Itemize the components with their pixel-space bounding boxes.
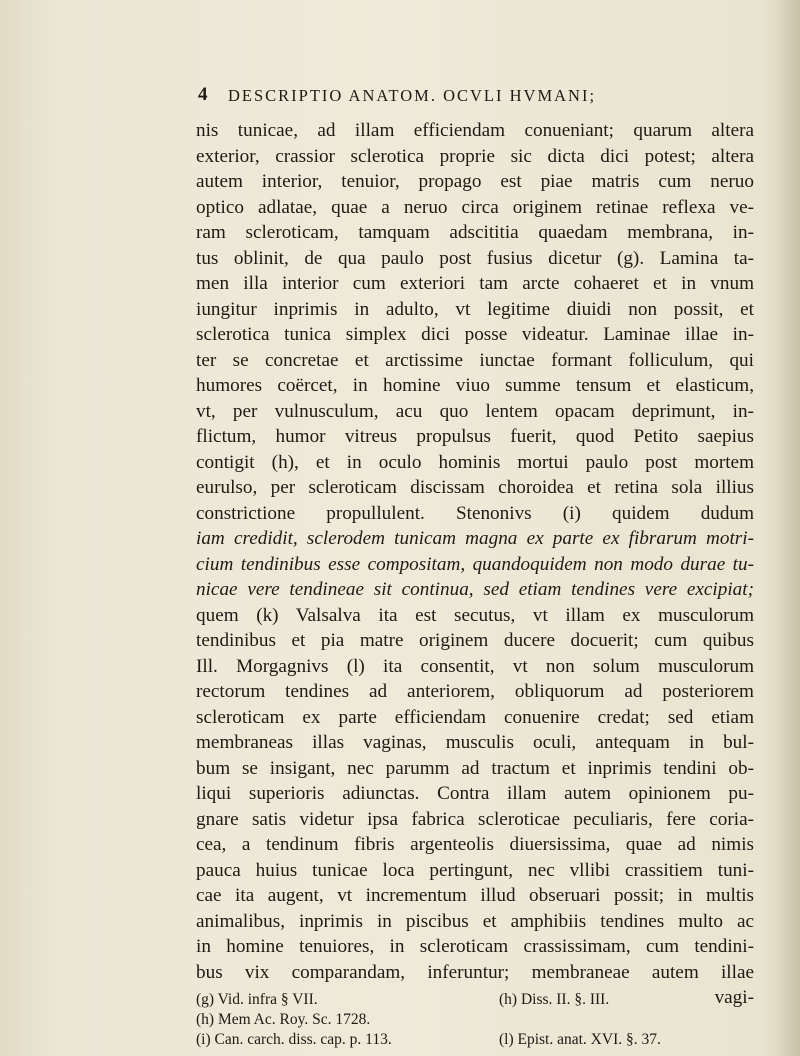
text-line: cea, a tendinum fibris argenteolis diuersissima, quae ad nimis bbox=[196, 834, 754, 855]
text-line: gnare satis videtur ipsa fabrica scleroticae peculiaris, fere coria- bbox=[196, 808, 754, 830]
text-line: nicae vere tendineae sit continua, sed etiam tendines vere excipiat; bbox=[196, 579, 754, 600]
text-line: cae ita augent, vt incrementum illud obseruari possit; in multis bbox=[196, 885, 754, 906]
text-line: tus oblinit, de qua paulo post fusius dicetur (g). Lamina ta- bbox=[196, 247, 754, 269]
page-gutter-shadow bbox=[774, 0, 800, 1056]
footnote-h: (h) Mem Ac. Roy. Sc. 1728. bbox=[196, 1011, 371, 1028]
text-line: iungitur inprimis in adulto, vt legitime diuidi non possit, et bbox=[196, 298, 754, 320]
footnote-row bbox=[196, 1010, 754, 1030]
body-text bbox=[196, 118, 754, 1011]
catchword: vagi- bbox=[714, 987, 754, 1008]
text-line: animalibus, inprimis in piscibus et amphibiis tendines multo ac bbox=[196, 910, 754, 932]
page-header bbox=[198, 84, 738, 112]
footnote-l: (l) Epist. anat. XVI. §. 37. bbox=[499, 1031, 661, 1048]
text-line: contigit (h), et in oculo hominis mortui paulo post mortem bbox=[196, 451, 754, 473]
text-line: vt, per vulnusculum, acu quo lentem opacam deprimunt, in- bbox=[196, 400, 754, 422]
text-line: membraneas illas vaginas, musculis oculi, antequam in bul- bbox=[196, 732, 754, 753]
text-line: exterior, crassior sclerotica proprie sic dicta dici potest; altera bbox=[196, 145, 754, 167]
text-line: ram scleroticam, tamquam adscititia quaedam membrana, in- bbox=[196, 222, 754, 243]
text-line: Ill. Morgagnivs (l) ita consentit, vt non solum musculorum bbox=[196, 655, 754, 677]
footnote-i: (i) Can. carch. diss. cap. p. 113. bbox=[196, 1031, 392, 1048]
footnote-row bbox=[196, 990, 754, 1010]
running-title: DESCRIPTIO ANATOM. OCVLI HVMANI; bbox=[228, 86, 597, 105]
text-line: nis tunicae, ad illam efficiendam conueniant; quarum altera bbox=[196, 120, 754, 141]
text-line: cium tendinibus esse compositam, quandoquidem non modo durae tu- bbox=[196, 553, 754, 575]
text-line: bus vix comparandam, inferuntur; membraneae autem illae bbox=[196, 961, 754, 983]
text-line: men illa interior cum exteriori tam arcte cohaeret et in vnum bbox=[196, 273, 754, 294]
text-line: constrictione propullulent. Stenonivs (i) quidem dudum bbox=[196, 502, 754, 524]
text-line: tendinibus et pia matre originem ducere docuerit; cum quibus bbox=[196, 630, 754, 651]
text-line: in homine tenuiores, in scleroticam crassissimam, cum tendini- bbox=[196, 936, 754, 957]
text-line: pauca huius tunicae loca pertingunt, nec vllibi crassitiem tuni- bbox=[196, 859, 754, 881]
page-number: 4 bbox=[198, 84, 210, 105]
footnotes bbox=[196, 990, 754, 1050]
text-line: quem (k) Valsalva ita est secutus, vt illam ex musculorum bbox=[196, 604, 754, 626]
footnote-g: (g) Vid. infra § VII. bbox=[196, 991, 318, 1008]
text-line: rectorum tendines ad anteriorem, obliquorum ad posteriorem bbox=[196, 681, 754, 702]
text-line: autem interior, tenuior, propago est piae matris cum neruo bbox=[196, 171, 754, 192]
footnote-row bbox=[196, 1030, 754, 1050]
text-line: flictum, humor vitreus propulsus fuerit, quod Petito saepius bbox=[196, 426, 754, 447]
text-line: eurulso, per scleroticam discissam choroidea et retina sola illius bbox=[196, 477, 754, 498]
text-line: humores coërcet, in homine viuo summe tensum et elasticum, bbox=[196, 375, 754, 396]
text-line: sclerotica tunica simplex dici posse videatur. Laminae illae in- bbox=[196, 324, 754, 345]
text-line: bum se insigant, nec parumm ad tractum et inprimis tendini ob- bbox=[196, 757, 754, 779]
text-line: ter se concretae et arctissime iunctae formant folliculum, qui bbox=[196, 349, 754, 371]
footnote-k: (h) Diss. II. §. III. bbox=[499, 991, 610, 1008]
text-line: iam credidit, sclerodem tunicam magna ex parte ex fibrarum motri- bbox=[196, 528, 754, 549]
text-line: liqui superioris adiunctas. Contra illam autem opinionem pu- bbox=[196, 783, 754, 804]
text-line: scleroticam ex parte efficiendam conuenire credat; sed etiam bbox=[196, 706, 754, 728]
text-line: optico adlatae, quae a neruo circa originem retinae reflexa ve- bbox=[196, 196, 754, 218]
